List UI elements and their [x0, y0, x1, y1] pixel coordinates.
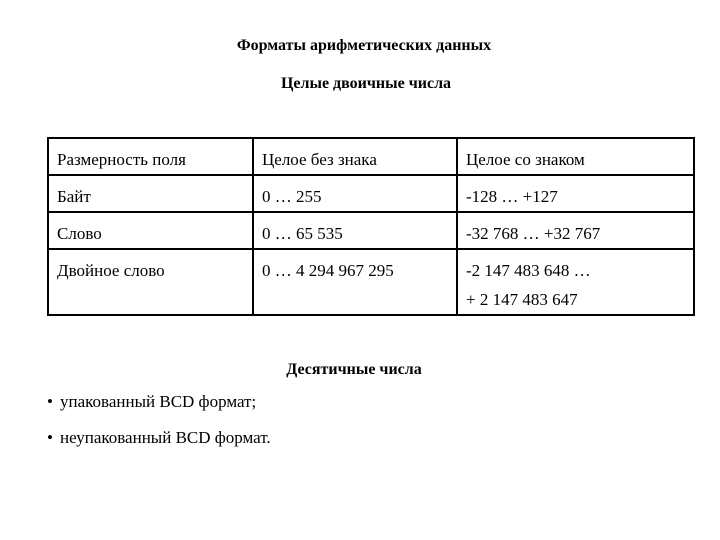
- list-item: [47, 428, 271, 448]
- cell-word-label: Слово: [48, 212, 253, 249]
- cell-word-unsigned: 0 … 65 535: [253, 212, 457, 249]
- bullet-icon: •: [47, 392, 53, 411]
- decimal-section-heading: Десятичные числа: [286, 361, 422, 378]
- cell-dword-signed-line2: + 2 147 483 647: [466, 290, 578, 309]
- header-cell-unsigned: Целое без знака: [253, 138, 457, 175]
- integer-formats-table: [47, 137, 695, 316]
- decimal-format-list: [47, 392, 271, 464]
- table-header-row: [48, 138, 694, 175]
- cell-byte-unsigned: 0 … 255: [253, 175, 457, 212]
- page-title: Форматы арифметических данных: [236, 37, 492, 54]
- integer-section-heading: Целые двоичные числа: [280, 75, 452, 92]
- table-row: [48, 175, 694, 212]
- cell-word-signed: -32 768 … +32 767: [457, 212, 694, 249]
- bullet-icon: •: [47, 428, 53, 447]
- cell-byte-signed: -128 … +127: [457, 175, 694, 212]
- cell-dword-label: Двойное слово: [48, 249, 253, 315]
- cell-byte-label: Байт: [48, 175, 253, 212]
- header-cell-field-size: Размерность поля: [48, 138, 253, 175]
- cell-dword-signed: [457, 249, 694, 315]
- cell-dword-signed-line1: -2 147 483 648 …: [466, 261, 591, 280]
- list-item-text: неупакованный BCD формат.: [60, 428, 271, 447]
- table-row: [48, 249, 694, 315]
- list-item-text: упакованный BCD формат;: [60, 392, 257, 411]
- table-row: [48, 212, 694, 249]
- cell-dword-unsigned: 0 … 4 294 967 295: [253, 249, 457, 315]
- header-cell-signed: Целое со знаком: [457, 138, 694, 175]
- list-item: [47, 392, 271, 412]
